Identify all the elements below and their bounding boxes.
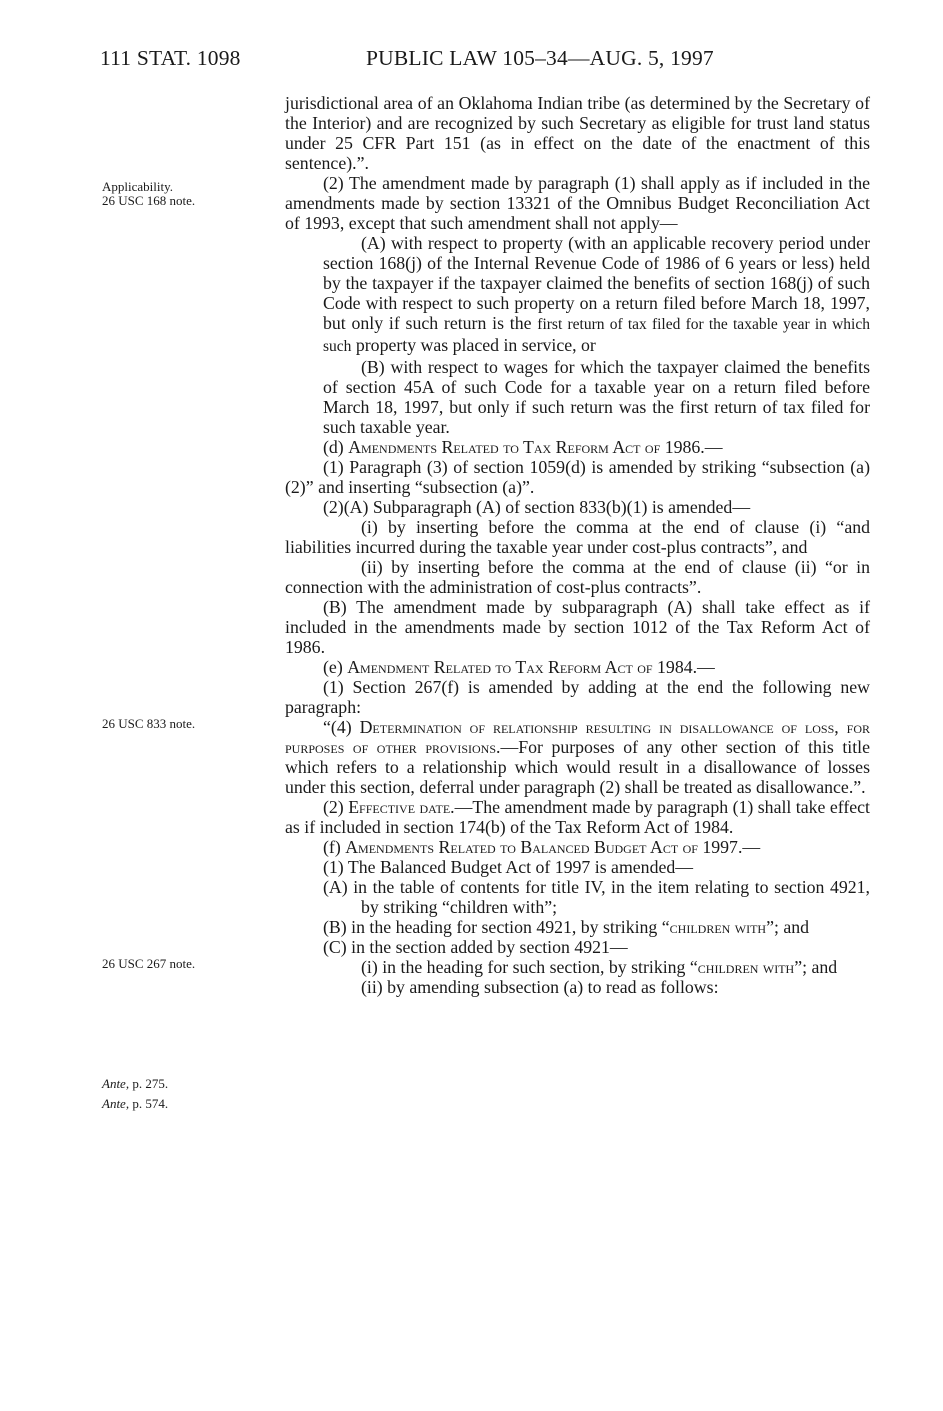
struck-words: children with: [669, 917, 767, 937]
struck-words: children with: [697, 957, 795, 977]
subsection-label: (e): [323, 657, 348, 677]
page-citation: 111 STAT. 1098: [100, 46, 241, 70]
paragraph-text: .—For purposes of any other section of this title which refers to a relationship which would result in a disallowance of losses under this section, deferral under paragraph (2) shall be treated as disallowance.”.: [285, 737, 870, 797]
subparagraph-a-text: (A) with respect to property (with an applicable recovery period under section 168(j) of the Internal Revenue Code of 1986 of 6 years or less) held by the taxpayer if the taxpayer claimed the benefits of section 168(j) of such Code with respect to such property on a return filed before March 18, 1997, but only if such return is the: [323, 233, 870, 333]
subparagraph-b: (B) with respect to wages for which the taxpayer claimed the benefits of section 45A of such Code for a taxable year on a return filed before March 18, 1997, but only if such return was the first return of tax filed for such taxable year.: [323, 357, 870, 437]
subsection-heading: Amendment Related to Tax Reform Act of 1984: [347, 657, 693, 677]
subsection-heading: Amendments Related to Tax Reform Act of 1986: [348, 437, 701, 457]
subsection-label: (f): [323, 837, 346, 857]
margin-note-ante-word: Ante,: [102, 1096, 130, 1111]
subparagraph-a-small-text: first return of tax filed for the taxable year in which such: [323, 316, 870, 355]
paragraph-heading: Determination of relationship resulting in disallowance of loss, for purposes of other provisions: [285, 717, 870, 757]
margin-note-usc-168: 26 USC 168 note.: [102, 193, 196, 208]
paragraph-lead: (2): [323, 797, 349, 817]
new-paragraph-4: [285, 717, 870, 797]
subsection-f-heading: [285, 837, 870, 857]
margin-note-ante-word: Ante,: [102, 1076, 130, 1091]
subparagraph-a-tail: property was placed in service, or: [351, 335, 596, 355]
margin-note-ante-275: [102, 1077, 168, 1091]
margin-note-usc-267: 26 USC 267 note.: [102, 956, 196, 971]
paragraph-heading: Effective date: [348, 797, 451, 817]
clause-i-insert: (i) by inserting before the comma at the end of clause (i) “and liabilities incurred during the taxable year under cost-plus contracts”, and: [285, 517, 870, 557]
subparagraph-text: (B) in the heading for section 4921, by striking “: [323, 917, 670, 937]
margin-note-page: p. 275.: [129, 1076, 169, 1091]
subsection-heading: Amendments Related to Balanced Budget Act of 1997: [345, 837, 738, 857]
paragraph-d2b: (B) The amendment made by subparagraph (A) shall take effect as if included in the amendments made by section 1012 of the Tax Reform Act of 1986.: [285, 597, 870, 657]
subparagraph-a: [285, 233, 870, 357]
paragraph-2-applicability: (2) The amendment made by paragraph (1) shall apply as if included in the amendments made by section 13321 of the Omnibus Budget Reconciliation Act of 1993, except that such amendment shall not apply—: [285, 173, 870, 233]
clause-text: (i) in the heading for such section, by striking “: [361, 957, 698, 977]
running-head: PUBLIC LAW 105–34—AUG. 5, 1997: [366, 46, 714, 70]
paragraph-e1: (1) Section 267(f) is amended by adding at the end the following new paragraph:: [285, 677, 870, 717]
subsection-d-heading: [285, 437, 870, 457]
paragraph-text: .—The amendment made by paragraph (1) shall take effect as if included in section 174(b) of the Tax Reform Act of 1984.: [285, 797, 870, 837]
margin-note-page: p. 574.: [129, 1096, 169, 1111]
heading-dash: .—: [700, 437, 723, 457]
statute-body: [285, 93, 870, 997]
paragraph-d2a: (2)(A) Subparagraph (A) of section 833(b)(1) is amended—: [323, 497, 751, 517]
subparagraph-f1c: (C) in the section added by section 4921—: [323, 937, 628, 957]
subparagraph-f1a: (A) in the table of contents for title IV, in the item relating to section 4921, by striking “children with”;: [323, 877, 870, 917]
paragraph-d1: (1) Paragraph (3) of section 1059(d) is amended by striking “subsection (a)(2)” and inserting “subsection (a)”.: [285, 457, 870, 497]
subparagraph-f1b: [285, 917, 870, 937]
clause-ii-insert: (ii) by inserting before the comma at the end of clause (ii) “or in connection with the administration of cost-plus contracts”.: [285, 557, 870, 597]
subsection-e-heading: [285, 657, 870, 677]
heading-dash: .—: [692, 657, 715, 677]
quote-lead: “(4): [323, 717, 360, 737]
heading-dash: .—: [737, 837, 761, 857]
clause-tail: ”; and: [794, 957, 838, 977]
subsection-label: (d): [323, 437, 349, 457]
paragraph-f1: (1) The Balanced Budget Act of 1997 is amended—: [323, 857, 694, 877]
clause-f1c-ii: (ii) by amending subsection (a) to read as follows:: [361, 977, 719, 997]
margin-note-usc-833: 26 USC 833 note.: [102, 716, 196, 731]
clause-f1c-i: [285, 957, 870, 977]
paragraph-e2: [285, 797, 870, 837]
margin-note-applicability: Applicability.: [102, 179, 174, 194]
margin-note-ante-574: [102, 1097, 168, 1111]
subparagraph-tail: ”; and: [766, 917, 810, 937]
paragraph-continued: jurisdictional area of an Oklahoma Indian tribe (as determined by the Secretary of the Interior) and are recognized by such Secretary as eligible for trust land status under 25 CFR Part 151 (as in effect on the date of the enactment of this sentence).”.: [285, 93, 870, 173]
